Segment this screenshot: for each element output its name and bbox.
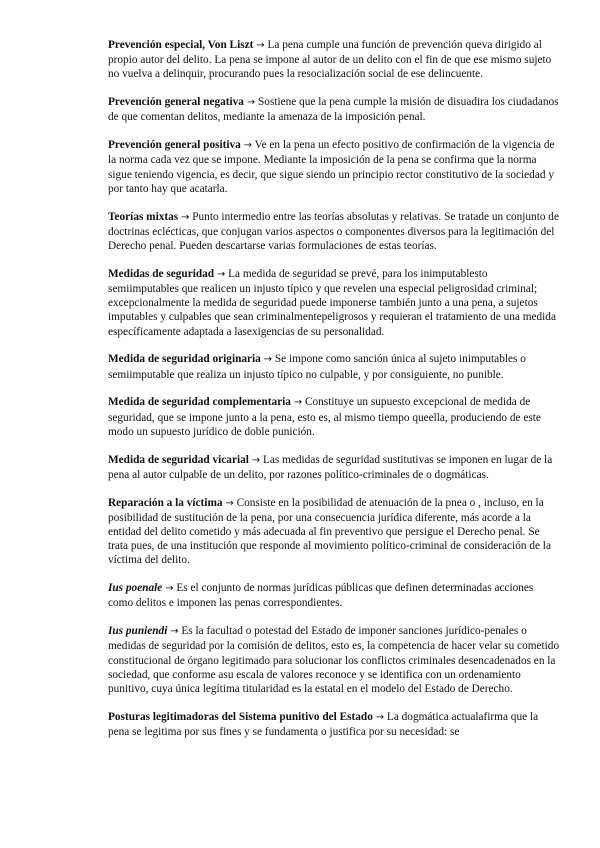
term-medida-vicarial: Medida de seguridad vicarial — [108, 453, 249, 466]
entry-teorias-mixtas — [108, 210, 560, 254]
term-prevencion-especial: Prevención especial, Von Liszt — [108, 39, 254, 51]
arrow-icon: → — [243, 140, 253, 152]
entry-reparacion-victima — [108, 496, 560, 568]
term-medida-originaria: Medida de seguridad originaria — [108, 353, 261, 366]
term-medida-complementaria: Medida de seguridad complementaria — [108, 396, 291, 409]
entry-medida-complementaria — [108, 395, 560, 439]
arrow-icon: → — [375, 711, 385, 723]
term-reparacion-victima: Reparación a la víctima — [108, 496, 223, 509]
arrow-icon: → — [293, 397, 303, 409]
entry-prevencion-general-positiva — [108, 138, 560, 196]
entry-prevencion-especial — [108, 38, 560, 82]
arrow-icon: → — [251, 454, 261, 466]
arrow-icon: → — [246, 97, 256, 109]
arrow-icon: → — [181, 211, 190, 223]
definition-ius-poenale: Es el conjunto de normas jurídicas públicas que definen determinadas acciones como delitos e imponen las penas correspondientes. — [108, 582, 534, 610]
document-page — [108, 38, 560, 753]
term-prevencion-general-negativa: Prevención general negativa — [108, 96, 244, 109]
entry-posturas-legitimadoras — [108, 710, 560, 739]
term-posturas-legitimadoras: Posturas legitimadoras del Sistema punitivo del Estado — [108, 710, 373, 723]
arrow-icon: → — [216, 268, 226, 280]
definition-prevencion-general-negativa: Sostiene que la pena cumple la misión de disuadira los ciudadanos de que comentan delitos, mediante la amenaza de la imposición penal. — [108, 96, 559, 124]
arrow-icon: → — [256, 40, 265, 51]
arrow-icon: → — [263, 354, 273, 366]
definition-medida-originaria: Se impone como sanción única al sujeto inimputables o semiimputable que realiza un injusto típico no culpable, y por consiguiente, no punible. — [108, 353, 526, 381]
term-ius-puniendi: Ius puniendi — [108, 625, 168, 638]
definition-medida-vicarial: Las medidas de seguridad sustitutivas se imponen en lugar de la pena al autor culpable de un delito, por razones político-criminales de o dogmáticas. — [108, 453, 553, 481]
term-ius-poenale: Ius poenale — [108, 582, 163, 595]
arrow-icon: → — [170, 626, 179, 638]
entry-prevencion-general-negativa — [108, 95, 560, 124]
entry-medidas-de-seguridad — [108, 267, 560, 339]
definition-prevencion-general-positiva: Ve en la pena un efecto positivo de confirmación de la vigencia de la norma cada vez que se impone. Mediante la imposición de la pena se confirma que la norma sigue teniendo vigencia, es decir, que sigue siendo un principio rector constitutivo de la sociedad y por tanto hay que acatarla. — [108, 139, 555, 195]
definition-reparacion-victima: Consiste en la posibilidad de atenuación de la pnea o , incluso, en la posibilidad de sustitución de la pena, por una consecuencia jurídica diferente, más acorde a la entidad del delito cometido y más adecuada al fin preventivo que persigue el Derecho penal. Se trata pues, de una institución que responde al movimiento político-criminal de consideración de la víctima del delito. — [108, 496, 551, 567]
definition-prevencion-especial: La pena cumple una función de prevención queva dirigido al propio autor del delito. La pena se impone al autor de un delito con el fin de que ese mismo sujeto no vuelva a delinquir, procurando pues la resocialización social de ese delincuente. — [108, 39, 552, 81]
term-prevencion-general-positiva: Prevención general positiva — [108, 139, 241, 152]
definition-teorias-mixtas: Punto intermedio entre las teorías absolutas y relativas. Se tratade un conjunto de doctrinas eclécticas, que conjugan varios aspectos o componentes diversos para la legitimación del Derecho penal. Pueden descartarse varias formulaciones de estas teorías. — [108, 210, 559, 253]
entry-medida-originaria — [108, 352, 560, 381]
arrow-icon: → — [225, 497, 234, 509]
term-teorias-mixtas: Teorías mixtas — [108, 210, 179, 223]
definition-medida-complementaria: Constituye un supuesto excepcional de medida de seguridad, que se impone junto a la pena, esto es, al mismo tiempo queella, produciendo de este modo un supuesto jurídico de doble punición. — [108, 396, 541, 438]
definition-ius-puniendi: Es la facultad o potestad del Estado de imponer sanciones jurídico-penales o medidas de seguridad por la comisión de delitos, esto es, la competencia de hacer velar su cometido constitucional de órgano legitimado para solucionar los conflictos criminales desencadenados en la sociedad, que conforme asu escala de valores reconoce y se identifica con un ordenamiento punitivo, cuya única legítima titularidad es la estatal en el modelo del Estado de Derecho. — [108, 625, 560, 696]
definition-posturas-legitimadoras: La dogmática actualafirma que la pena se legitima por sus fines y se fundamenta o justifica por su necesidad: se — [108, 710, 539, 739]
entry-ius-puniendi — [108, 624, 560, 696]
entry-ius-poenale — [108, 581, 560, 610]
arrow-icon: → — [165, 583, 174, 595]
entry-medida-vicarial — [108, 453, 560, 482]
definition-medidas-de-seguridad: La medida de seguridad se prevé, para los inimputablesto semiimputables que realicen un injusto típico y que revelen una especial peligrosidad criminal; excepcionalmente la medida de seguridad puede imponerse también junto a una pena, a sujetos imputables y culpables que sean criminalmentepeligrosos y requieran el tratamiento de una medida específicamente adaptada a lasexigencias de su personalidad. — [108, 267, 556, 338]
term-medidas-de-seguridad: Medidas de seguridad — [108, 267, 215, 280]
